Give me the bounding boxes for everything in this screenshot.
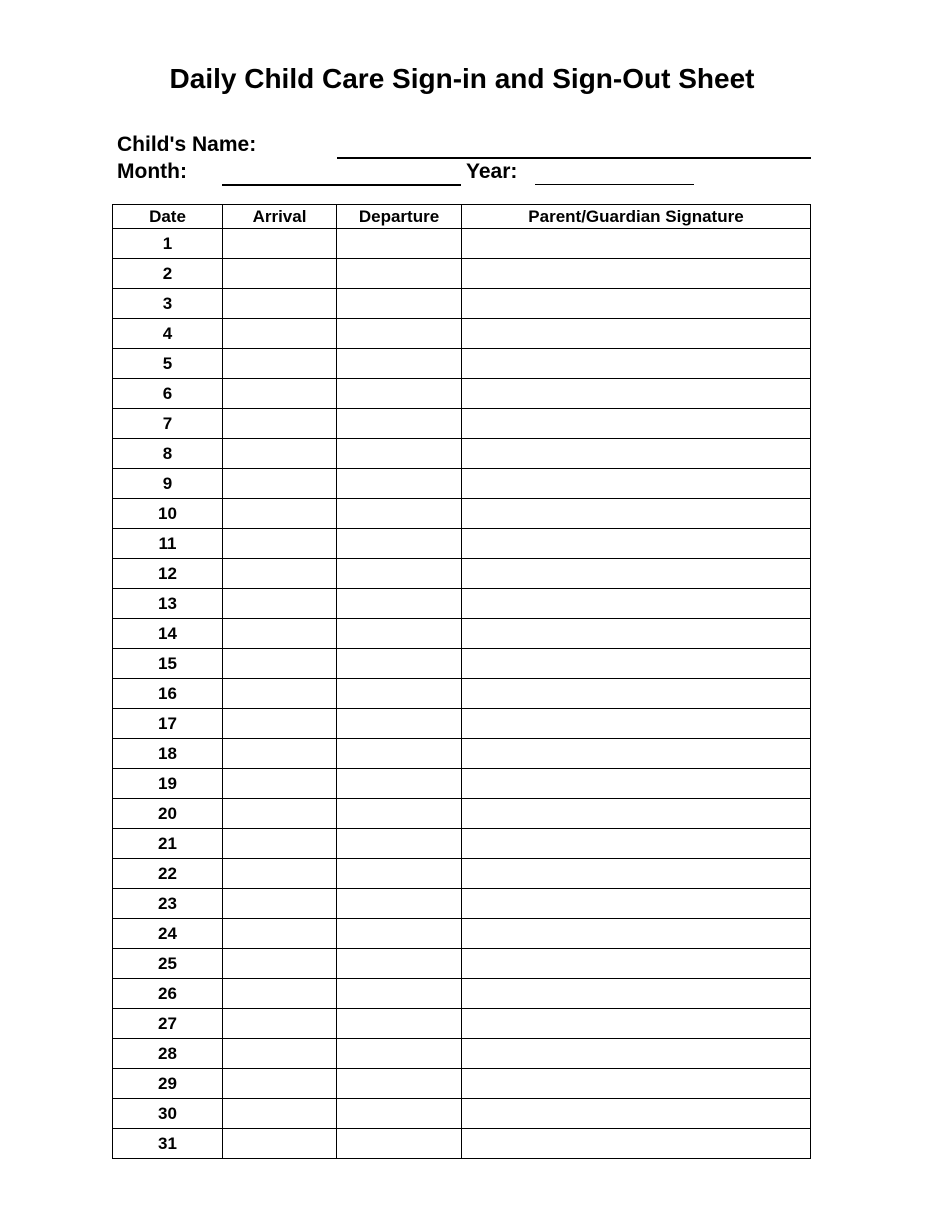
arrival-cell[interactable] — [223, 919, 337, 949]
table-row — [113, 349, 811, 379]
month-field[interactable] — [222, 184, 461, 186]
date-cell: 23 — [113, 889, 223, 919]
departure-cell[interactable] — [337, 739, 462, 769]
table-row — [113, 709, 811, 739]
arrival-cell[interactable] — [223, 829, 337, 859]
signature-cell[interactable] — [462, 259, 811, 289]
signature-cell[interactable] — [462, 829, 811, 859]
signature-cell[interactable] — [462, 469, 811, 499]
departure-cell[interactable] — [337, 379, 462, 409]
table-header-row — [113, 205, 811, 229]
signature-cell[interactable] — [462, 799, 811, 829]
date-cell: 9 — [113, 469, 223, 499]
sign-in-table — [112, 204, 811, 1159]
date-cell: 15 — [113, 649, 223, 679]
table-row — [113, 979, 811, 1009]
table-row — [113, 1039, 811, 1069]
table-row — [113, 649, 811, 679]
departure-cell[interactable] — [337, 499, 462, 529]
departure-cell[interactable] — [337, 829, 462, 859]
departure-cell[interactable] — [337, 229, 462, 259]
arrival-cell[interactable] — [223, 979, 337, 1009]
signature-cell[interactable] — [462, 949, 811, 979]
header-departure: Departure — [337, 205, 462, 229]
signature-cell[interactable] — [462, 289, 811, 319]
table-row — [113, 619, 811, 649]
arrival-cell[interactable] — [223, 409, 337, 439]
page-title: Daily Child Care Sign-in and Sign-Out Sheet — [169, 63, 755, 94]
arrival-cell[interactable] — [223, 349, 337, 379]
departure-cell[interactable] — [337, 529, 462, 559]
signature-cell[interactable] — [462, 1069, 811, 1099]
arrival-cell[interactable] — [223, 1069, 337, 1099]
table-row — [113, 559, 811, 589]
arrival-cell[interactable] — [223, 889, 337, 919]
table-row — [113, 499, 811, 529]
child-name-field[interactable] — [337, 157, 811, 159]
departure-cell[interactable] — [337, 1069, 462, 1099]
arrival-cell[interactable] — [223, 1129, 337, 1159]
date-cell: 20 — [113, 799, 223, 829]
date-cell: 6 — [113, 379, 223, 409]
date-cell: 19 — [113, 769, 223, 799]
departure-cell[interactable] — [337, 289, 462, 319]
date-cell: 30 — [113, 1099, 223, 1129]
signature-cell[interactable] — [462, 709, 811, 739]
date-cell: 8 — [113, 439, 223, 469]
header-signature: Parent/Guardian Signature — [462, 205, 811, 229]
table-row — [113, 1009, 811, 1039]
table-row — [113, 1129, 811, 1159]
date-cell: 13 — [113, 589, 223, 619]
arrival-cell[interactable] — [223, 1009, 337, 1039]
date-cell: 18 — [113, 739, 223, 769]
signature-cell[interactable] — [462, 859, 811, 889]
departure-cell[interactable] — [337, 799, 462, 829]
arrival-cell[interactable] — [223, 229, 337, 259]
departure-cell[interactable] — [337, 619, 462, 649]
arrival-cell[interactable] — [223, 859, 337, 889]
arrival-cell[interactable] — [223, 1099, 337, 1129]
date-cell: 22 — [113, 859, 223, 889]
date-cell: 3 — [113, 289, 223, 319]
table-row — [113, 289, 811, 319]
departure-cell[interactable] — [337, 979, 462, 1009]
table-row — [113, 409, 811, 439]
signature-cell[interactable] — [462, 1009, 811, 1039]
table-row — [113, 949, 811, 979]
signature-cell[interactable] — [462, 979, 811, 1009]
month-label: Month: — [117, 160, 187, 183]
departure-cell[interactable] — [337, 889, 462, 919]
date-cell: 4 — [113, 319, 223, 349]
date-cell: 10 — [113, 499, 223, 529]
date-cell: 16 — [113, 679, 223, 709]
table-row — [113, 919, 811, 949]
departure-cell[interactable] — [337, 1129, 462, 1159]
signature-cell[interactable] — [462, 649, 811, 679]
departure-cell[interactable] — [337, 949, 462, 979]
signature-cell[interactable] — [462, 229, 811, 259]
date-cell: 17 — [113, 709, 223, 739]
arrival-cell[interactable] — [223, 949, 337, 979]
signature-cell[interactable] — [462, 739, 811, 769]
date-cell: 7 — [113, 409, 223, 439]
table-row — [113, 1069, 811, 1099]
arrival-cell[interactable] — [223, 589, 337, 619]
signature-cell[interactable] — [462, 769, 811, 799]
date-cell: 1 — [113, 229, 223, 259]
table-row — [113, 679, 811, 709]
departure-cell[interactable] — [337, 439, 462, 469]
date-cell: 21 — [113, 829, 223, 859]
date-cell: 27 — [113, 1009, 223, 1039]
table-row — [113, 829, 811, 859]
date-cell: 24 — [113, 919, 223, 949]
arrival-cell[interactable] — [223, 439, 337, 469]
header-date: Date — [113, 205, 223, 229]
departure-cell[interactable] — [337, 559, 462, 589]
table-row — [113, 259, 811, 289]
table-row — [113, 229, 811, 259]
table-row — [113, 589, 811, 619]
table-row — [113, 439, 811, 469]
arrival-cell[interactable] — [223, 469, 337, 499]
departure-cell[interactable] — [337, 649, 462, 679]
signature-cell[interactable] — [462, 379, 811, 409]
table-row — [113, 469, 811, 499]
departure-cell[interactable] — [337, 349, 462, 379]
departure-cell[interactable] — [337, 769, 462, 799]
table-row — [113, 739, 811, 769]
departure-cell[interactable] — [337, 859, 462, 889]
table-row — [113, 799, 811, 829]
arrival-cell[interactable] — [223, 319, 337, 349]
arrival-cell[interactable] — [223, 259, 337, 289]
arrival-cell[interactable] — [223, 529, 337, 559]
departure-cell[interactable] — [337, 1039, 462, 1069]
year-label: Year: — [466, 160, 518, 183]
signature-cell[interactable] — [462, 679, 811, 709]
date-cell: 11 — [113, 529, 223, 559]
signature-cell[interactable] — [462, 559, 811, 589]
arrival-cell[interactable] — [223, 799, 337, 829]
signature-cell[interactable] — [462, 619, 811, 649]
date-cell: 26 — [113, 979, 223, 1009]
date-cell: 12 — [113, 559, 223, 589]
departure-cell[interactable] — [337, 919, 462, 949]
signature-cell[interactable] — [462, 439, 811, 469]
signature-cell[interactable] — [462, 529, 811, 559]
departure-cell[interactable] — [337, 319, 462, 349]
table-body — [113, 229, 811, 1159]
signature-cell[interactable] — [462, 889, 811, 919]
departure-cell[interactable] — [337, 409, 462, 439]
signature-cell[interactable] — [462, 349, 811, 379]
signature-cell[interactable] — [462, 1129, 811, 1159]
table-row — [113, 379, 811, 409]
departure-cell[interactable] — [337, 259, 462, 289]
date-cell: 29 — [113, 1069, 223, 1099]
table-row — [113, 319, 811, 349]
date-cell: 31 — [113, 1129, 223, 1159]
arrival-cell[interactable] — [223, 679, 337, 709]
table-row — [113, 529, 811, 559]
departure-cell[interactable] — [337, 1099, 462, 1129]
signature-cell[interactable] — [462, 919, 811, 949]
departure-cell[interactable] — [337, 469, 462, 499]
table-row — [113, 859, 811, 889]
departure-cell[interactable] — [337, 709, 462, 739]
arrival-cell[interactable] — [223, 769, 337, 799]
table-row — [113, 769, 811, 799]
arrival-cell[interactable] — [223, 619, 337, 649]
arrival-cell[interactable] — [223, 649, 337, 679]
table-row — [113, 889, 811, 919]
child-name-label: Child's Name: — [117, 133, 257, 156]
date-cell: 14 — [113, 619, 223, 649]
signature-cell[interactable] — [462, 409, 811, 439]
signature-cell[interactable] — [462, 589, 811, 619]
date-cell: 28 — [113, 1039, 223, 1069]
departure-cell[interactable] — [337, 679, 462, 709]
arrival-cell[interactable] — [223, 289, 337, 319]
date-cell: 25 — [113, 949, 223, 979]
signature-cell[interactable] — [462, 499, 811, 529]
signature-cell[interactable] — [462, 1039, 811, 1069]
arrival-cell[interactable] — [223, 499, 337, 529]
arrival-cell[interactable] — [223, 1039, 337, 1069]
table-row — [113, 1099, 811, 1129]
date-cell: 5 — [113, 349, 223, 379]
arrival-cell[interactable] — [223, 709, 337, 739]
header-arrival: Arrival — [223, 205, 337, 229]
date-cell: 2 — [113, 259, 223, 289]
arrival-cell[interactable] — [223, 559, 337, 589]
departure-cell[interactable] — [337, 1009, 462, 1039]
signature-cell[interactable] — [462, 1099, 811, 1129]
signature-cell[interactable] — [462, 319, 811, 349]
year-field[interactable] — [535, 184, 694, 185]
arrival-cell[interactable] — [223, 739, 337, 769]
arrival-cell[interactable] — [223, 379, 337, 409]
departure-cell[interactable] — [337, 589, 462, 619]
